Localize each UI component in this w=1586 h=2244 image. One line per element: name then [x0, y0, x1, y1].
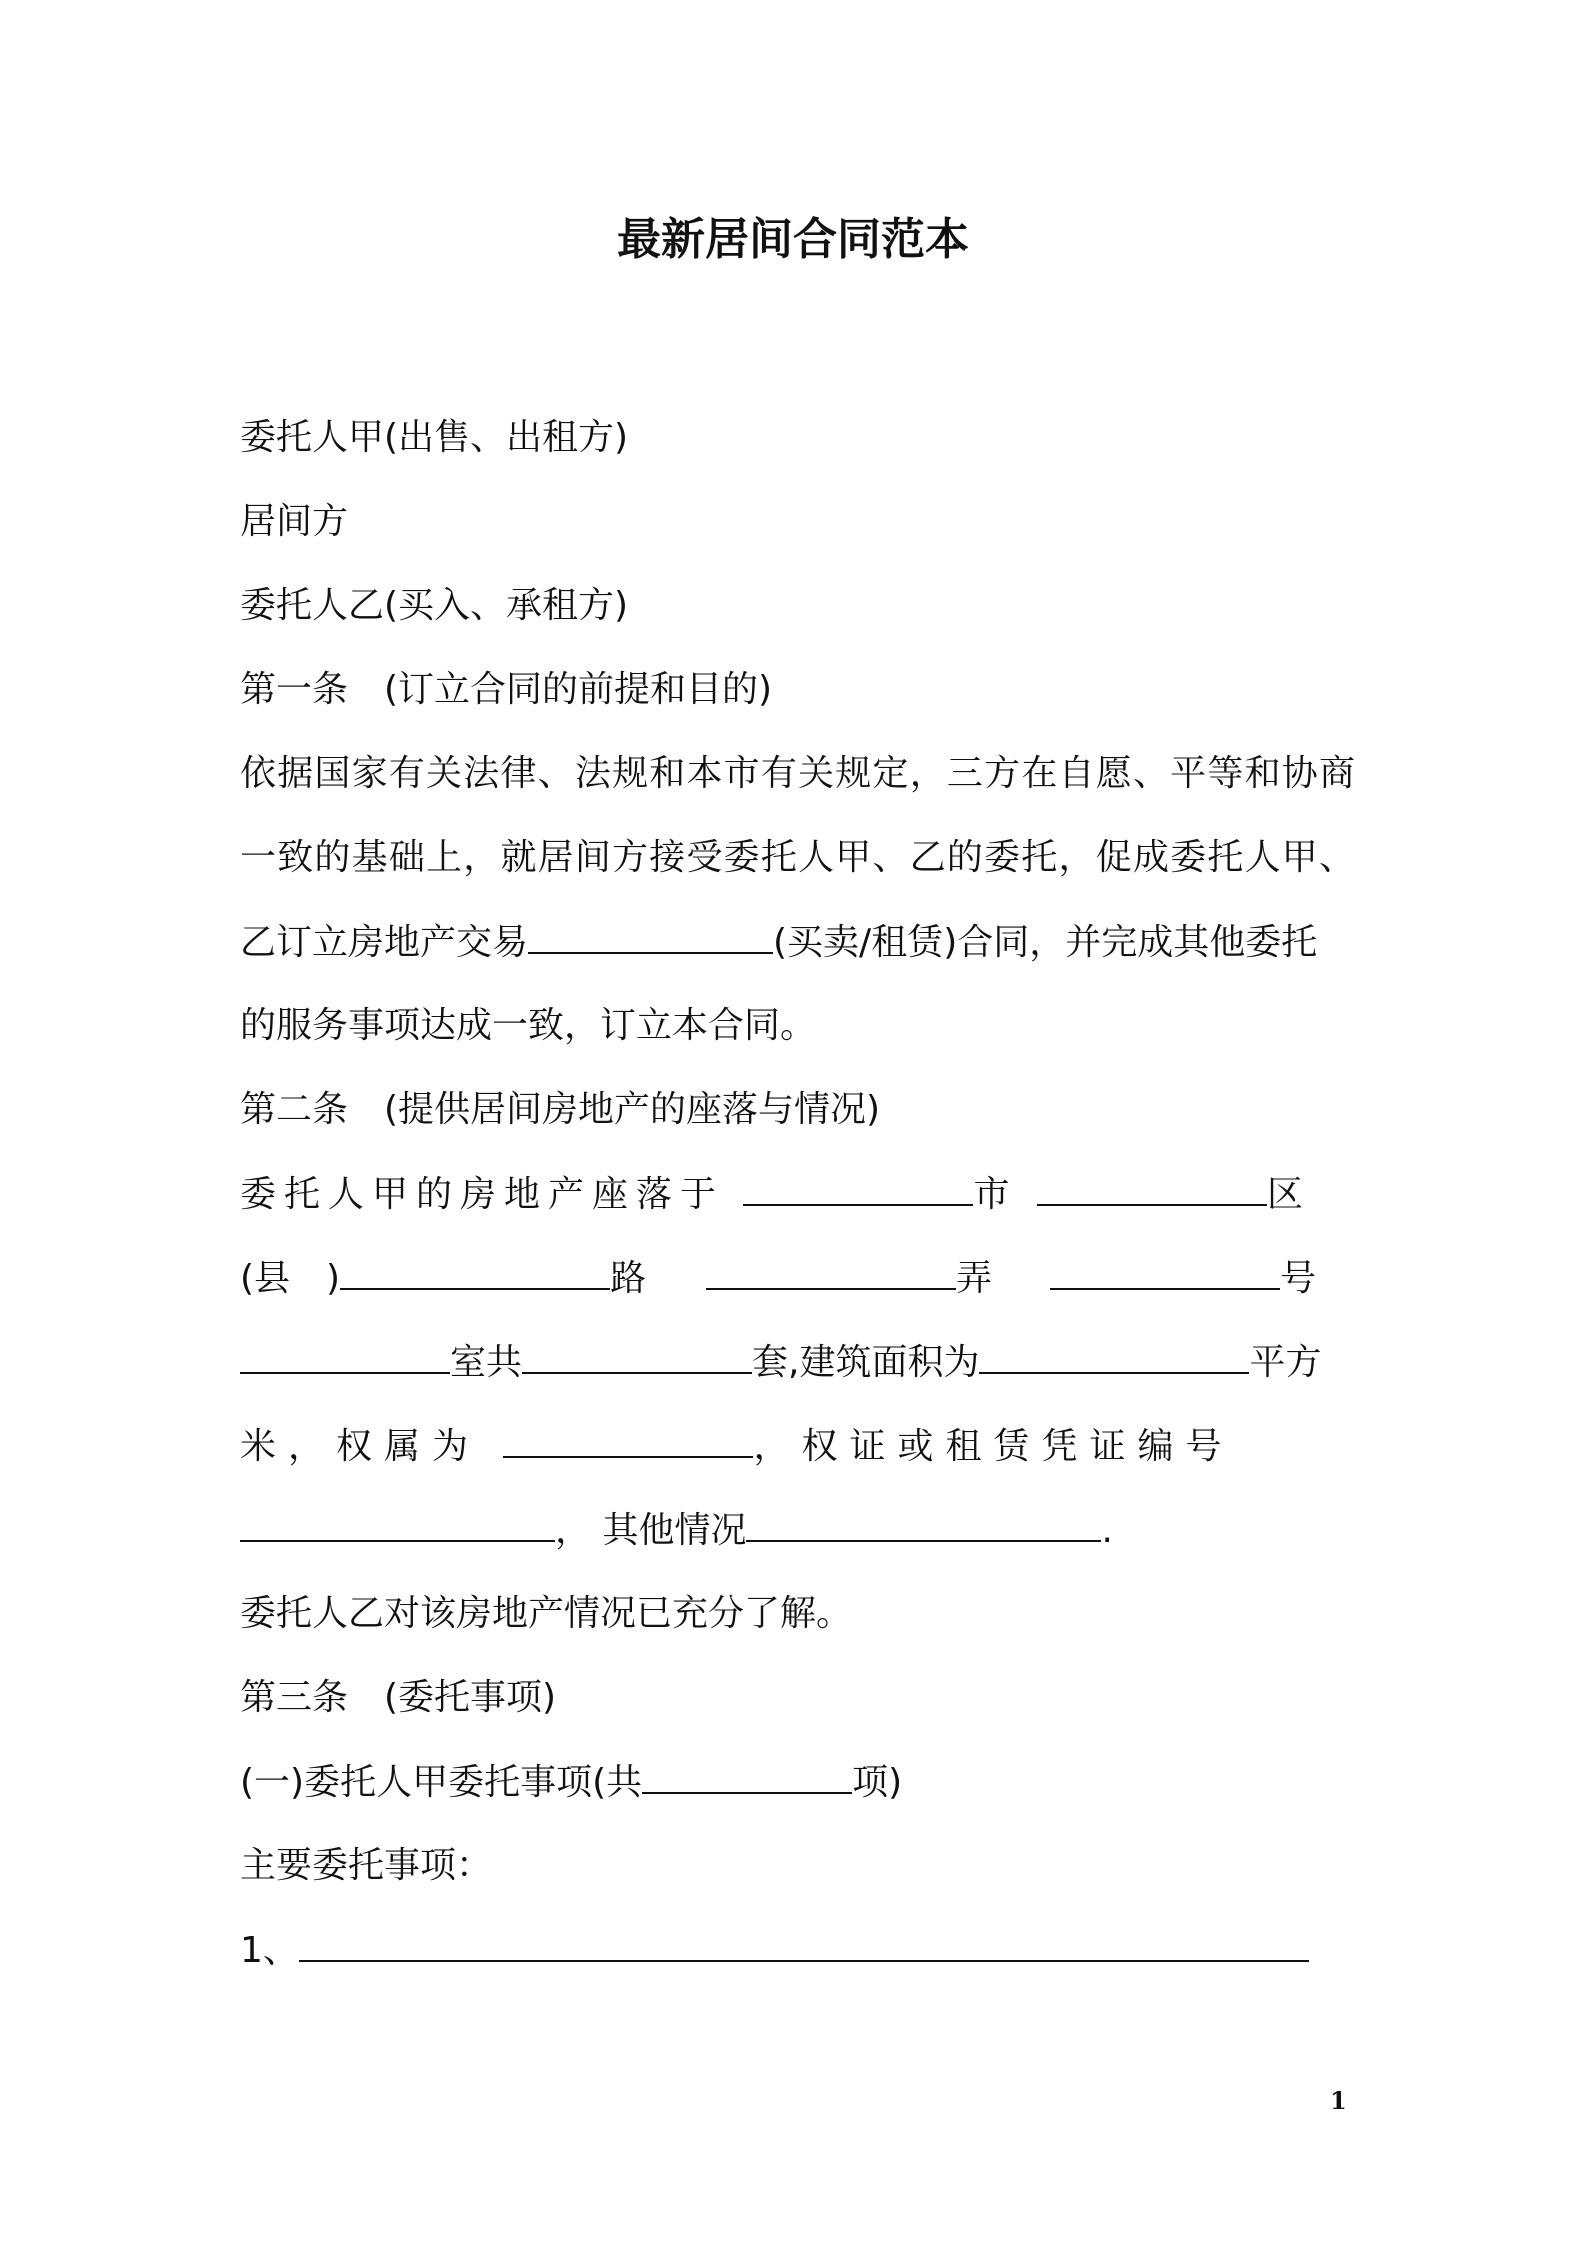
location-line-4: [240, 1420, 1355, 1473]
blank-field: [503, 1420, 753, 1458]
blank-field: [522, 1336, 752, 1374]
article-two-heading: 第二条 (提供居间房地产的座落与情况): [240, 1089, 881, 1130]
article-one-heading: 第一条 (订立合同的前提和目的): [240, 669, 773, 710]
article-one-text-4: 的服务事项达成一致，订立本合同。: [240, 1005, 817, 1046]
party-b-acknowledgement: 委托人乙对该房地产情况已充分了解。: [240, 1593, 853, 1634]
text-segment: 项): [852, 1762, 903, 1803]
location-line-2: [240, 1252, 1355, 1305]
text-segment: (县 ): [240, 1258, 341, 1299]
blank-field: [746, 1504, 1101, 1542]
intermediary-line: 居间方: [240, 501, 349, 542]
location-line-5: [240, 1504, 1355, 1557]
blank-field: [1037, 1168, 1267, 1206]
text-segment: 号: [1280, 1258, 1317, 1299]
blank-field: [979, 1336, 1249, 1374]
text-segment: ，权证或租赁凭证编号: [753, 1426, 1234, 1467]
blank-field: [240, 1504, 555, 1542]
text-segment: 路: [610, 1258, 647, 1299]
blank-field: [528, 916, 773, 954]
blank-field: [706, 1252, 956, 1290]
blank-field: [299, 1924, 1309, 1962]
location-line-1: [240, 1168, 1355, 1221]
article-one-text-3: [240, 916, 1355, 969]
text-segment: .: [1101, 1510, 1113, 1551]
blank-field: [642, 1756, 852, 1794]
text-segment: 套,建筑面积为: [752, 1342, 980, 1383]
text-segment: ，: [555, 1510, 592, 1551]
main-items-label: 主要委托事项：: [240, 1845, 493, 1886]
text-segment: (一)委托人甲委托事项(共: [240, 1762, 643, 1803]
location-line-3: [240, 1336, 1355, 1389]
article-one-text-2: 一致的基础上，就居间方接受委托人甲、乙的委托，促成委托人甲、: [240, 837, 1355, 878]
document-title: 最新居间合同范本: [617, 214, 969, 265]
party-b-line: 委托人乙(买入、承租方): [240, 585, 629, 626]
blank-field: [1050, 1252, 1280, 1290]
text-segment: 委托人甲的房地产座落于: [240, 1174, 725, 1215]
text-segment: 区: [1266, 1174, 1311, 1215]
article-one-text-1: 依据国家有关法律、法规和本市有关规定，三方在自愿、平等和协商: [240, 753, 1355, 794]
party-a-commission-items: [240, 1756, 1355, 1809]
party-a-line: 委托人甲(出售、出租方): [240, 417, 629, 458]
text-segment: 室共: [450, 1342, 523, 1383]
text-segment: 市: [973, 1174, 1018, 1215]
page-number: 1: [1330, 2086, 1347, 2115]
text-segment: 平方: [1249, 1342, 1322, 1383]
text-segment: 其他情况: [602, 1510, 747, 1551]
article-three-heading: 第三条 (委托事项): [240, 1677, 557, 1718]
blank-field: [240, 1336, 450, 1374]
blank-field: [340, 1252, 610, 1290]
text-segment: 米，权属为: [240, 1426, 481, 1467]
item-1-line: [240, 1924, 1355, 1977]
blank-field: [743, 1168, 973, 1206]
text-segment: 1、: [240, 1930, 299, 1971]
text-segment: 弄: [956, 1258, 993, 1299]
text-segment: 乙订立房地产交易: [240, 922, 529, 963]
text-segment: (买卖/租赁)合同，并完成其他委托: [773, 922, 1318, 963]
